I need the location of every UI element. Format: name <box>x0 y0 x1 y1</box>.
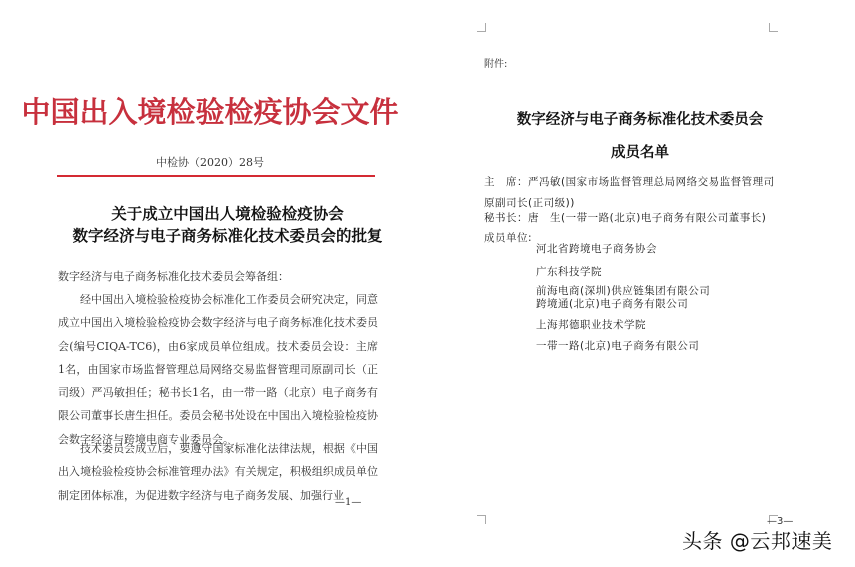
watermark: 头条 @云邦速美 <box>682 529 833 553</box>
secretary-general-line: 秘书长：唐 生(一带一路(北京)电子商务有限公司董事长) <box>484 212 767 224</box>
document-title <box>55 203 400 247</box>
document-page-3 <box>430 0 855 567</box>
member-unit: 跨境通(北京)电子商务有限公司 <box>536 298 689 310</box>
member-unit: 上海邦德职业技术学院 <box>536 319 646 331</box>
member-unit: 前海电商(深圳)供应链集团有限公司 <box>536 285 711 297</box>
salutation: 数字经济与电子商务标准化技术委员会筹备组： <box>58 270 289 283</box>
member-unit: 一带一路(北京)电子商务有限公司 <box>536 340 700 352</box>
member-unit: 河北省跨境电子商务协会 <box>536 243 657 255</box>
member-list-title: 数字经济与电子商务标准化技术委员会 <box>516 112 764 128</box>
crop-mark <box>477 515 486 524</box>
body-paragraph-2: 技术委员会成立后，要遵守国家标准化法律法规，根据《中国出入境检验检疫协会标准管理办法》有关规定，积极组织成员单位制定团体标准，为促进数字经济与电子商务发展、加强行业 <box>58 442 378 502</box>
document-title-line-2: 数字经济与电子商务标准化技术委员会的批复 <box>72 227 383 245</box>
member-list-subtitle: 成员名单 <box>611 145 669 161</box>
member-unit: 广东科技学院 <box>536 266 602 278</box>
member-units-label: 成员单位: <box>484 232 533 244</box>
chair-line-continued: 原副司长(正司级)) <box>484 197 575 209</box>
page-number: —3— <box>767 516 794 527</box>
attachment-label: 附件: <box>484 59 508 70</box>
body-paragraph-1: 经中国出入境检验检疫协会标准化工作委员会研究决定，同意成立中国出入境检验检疫协会数字经济与电子商务标准化技术委员会(编号CIQA-TC6)，由6家成员单位组成。技术委员会设：主席1名，由国家市场监督管理总局网络交易监督管理司原副司长（正司级）严冯敏担任；秘书长1名，由一带一路（北京）电子商务有限公司董事长唐生担任。委员会秘书处设在中国出入境检验检疫协会数字经济与跨境电商专业委员会。 <box>58 293 378 446</box>
document-title-line-1: 关于成立中国出人境检验检疫协会 <box>111 205 344 223</box>
chair-line: 主 席：严冯敏(国家市场监督管理总局网络交易监督管理司 <box>484 176 775 188</box>
crop-mark <box>769 23 778 32</box>
document-number: 中检协（2020）28号 <box>156 156 264 169</box>
header-divider <box>57 175 375 177</box>
crop-mark <box>477 23 486 32</box>
org-header-title: 中国出入境检验检疫协会文件 <box>21 95 399 129</box>
page-number: —1— <box>335 497 362 508</box>
